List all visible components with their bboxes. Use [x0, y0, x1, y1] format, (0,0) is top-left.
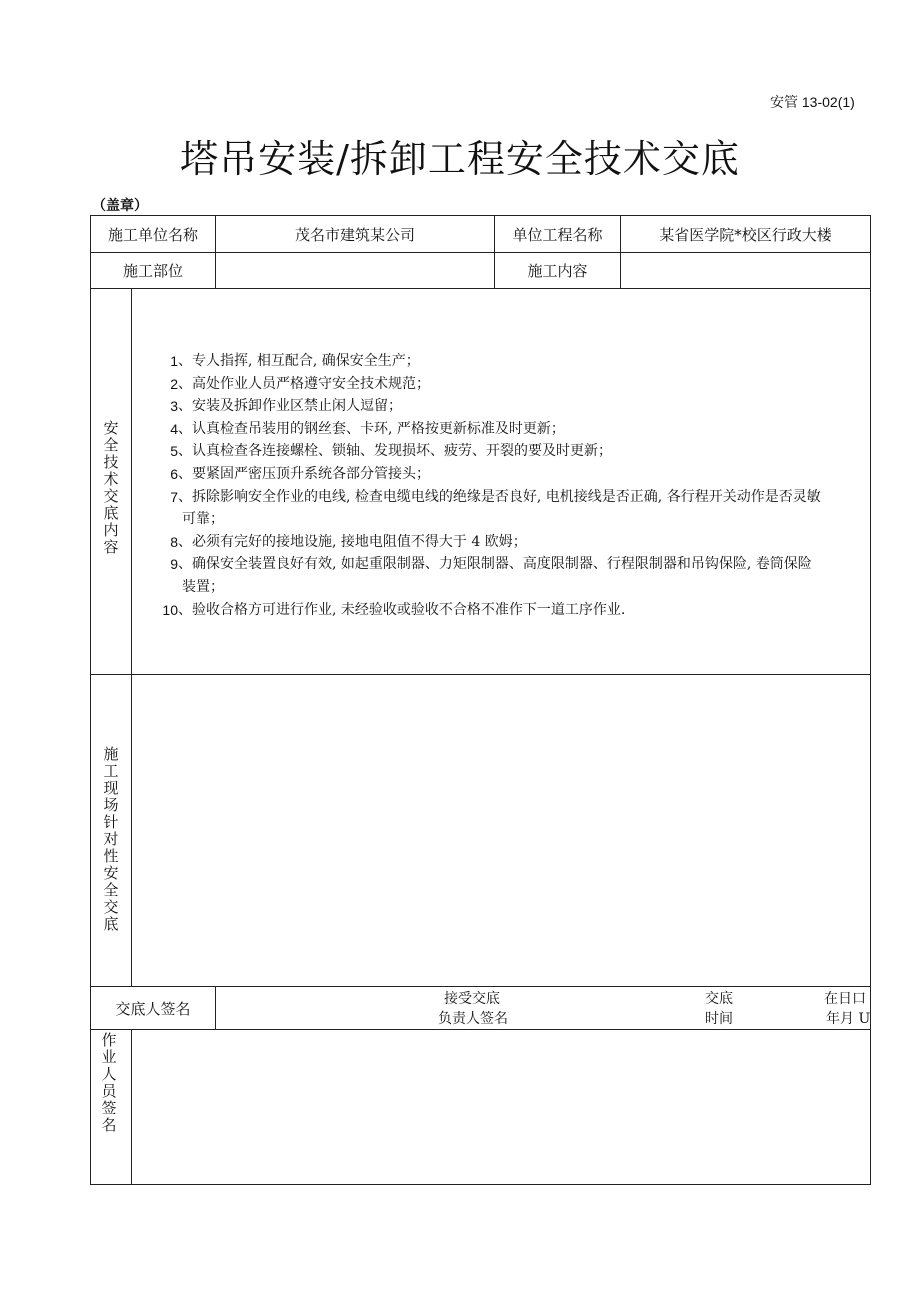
- safety-item-number: 6: [170, 465, 178, 482]
- time-label-line2: 时间: [705, 1011, 733, 1027]
- safety-item-text: 专人指挥, 相互配合, 确保安全生产；: [192, 353, 420, 369]
- safety-item-text: 高处作业人员严格遵守安全技术规范；: [192, 375, 430, 392]
- safety-section-label: 安全技术交底内容: [103, 419, 119, 556]
- safety-item: 10 、 验收合格方可进行作业, 未经验收或验收不合格不准作下一道工序作业.: [140, 599, 870, 622]
- workers-signature-label: 作业人员签名: [101, 1031, 117, 1134]
- safety-item-text: 拆除影响安全作业的电线, 检查电缆电线的绝缘是否良好, 电机接线是否正确, 各行程开关动作是否灵敏: [192, 488, 821, 505]
- safety-item: 9 、 确保安全装置良好有效, 如起重限制器、力矩限制器、高度限制器、行程限制器和吊钩保险, 卷筒保险: [140, 553, 870, 576]
- safety-item: 3 、 安装及拆卸作业区禁止闲人逗留；: [140, 395, 870, 418]
- safety-item-number: 4: [170, 420, 178, 437]
- safety-item-text: 安装及拆卸作业区禁止闲人逗留；: [192, 398, 402, 415]
- discloser-signature-label: 交底人签名: [115, 999, 191, 1018]
- safety-item-number: 3: [170, 398, 178, 415]
- safety-item-number: 7: [170, 488, 178, 505]
- safety-item: 4 、 认真检查吊装用的钢丝套、卡环, 严格按更新标准及时更新；: [140, 418, 870, 441]
- location-label: 施工部位: [122, 262, 183, 280]
- unit-name-value: 茂名市建筑某公司: [294, 225, 415, 244]
- safety-item: 5 、 认真检查各连接螺栓、锁轴、发现损坏、疲劳、开裂的要及时更新；: [140, 440, 870, 463]
- safety-items-list: [140, 350, 870, 621]
- unit-name-label: 施工单位名称: [107, 225, 198, 244]
- location-value: [216, 253, 494, 288]
- project-name-value: 某省医学院*校区行政大楼: [659, 225, 832, 244]
- safety-item-text: 确保安全装置良好有效, 如起重限制器、力矩限制器、高度限制器、行程限制器和吊钩保险, 卷筒保险: [192, 556, 812, 573]
- seal-label: （盖章）: [92, 198, 148, 214]
- safety-item-number: 5: [170, 443, 178, 460]
- page-title: 塔吊安装/拆卸工程安全技术交底: [180, 137, 740, 181]
- safety-item: 6 、 要紧固严密压顶升系统各部分管接头；: [140, 463, 870, 486]
- time-label-line1: 交底: [705, 991, 733, 1007]
- safety-item-number: 10: [162, 601, 178, 618]
- safety-item-text: 认真检查各连接螺栓、锁轴、发现损坏、疲劳、开裂的要及时更新；: [192, 443, 612, 460]
- safety-item: 1 、 专人指挥, 相互配合, 确保安全生产；: [140, 350, 870, 373]
- date-fragment-line2: 年月 U: [826, 1011, 871, 1027]
- safety-item-continuation: 可靠；: [182, 511, 224, 528]
- safety-item: 8 、 必须有完好的接地设施, 接地电阻值不得大于 4 欧姆；: [140, 531, 870, 554]
- safety-item-number: 1: [170, 353, 178, 369]
- safety-item: 7 、 拆除影响安全作业的电线, 检查电缆电线的绝缘是否良好, 电机接线是否正确, 各行程开关动作是否灵敏: [140, 486, 870, 509]
- safety-item: 2 、 高处作业人员严格遵守安全技术规范；: [140, 373, 870, 396]
- safety-item-continuation: 装置；: [182, 578, 224, 595]
- safety-item-number: 2: [170, 375, 178, 392]
- receiver-label-line1: 接受交底: [444, 991, 500, 1007]
- date-fragment-line1: 在日口: [824, 991, 866, 1007]
- safety-item-text: 认真检查吊装用的钢丝套、卡环, 严格按更新标准及时更新；: [192, 420, 565, 437]
- content-label: 施工内容: [527, 262, 588, 280]
- content-value: [621, 253, 870, 288]
- safety-item-text: 要紧固严密压顶升系统各部分管接头；: [192, 465, 430, 482]
- project-name-label: 单位工程名称: [512, 225, 603, 244]
- site-section-label: 施工现场针对性安全交底: [103, 745, 119, 933]
- safety-item-text: 必须有完好的接地设施, 接地电阻值不得大于 4 欧姆；: [192, 533, 527, 550]
- safety-item-text: 验收合格方可进行作业, 未经验收或验收不合格不准作下一道工序作业.: [192, 601, 626, 618]
- safety-item-number: 8: [170, 533, 178, 550]
- form-number: 安管 13-02(1): [770, 94, 855, 110]
- safety-item-number: 9: [170, 556, 178, 573]
- receiver-label-line2: 负责人签名: [438, 1011, 508, 1027]
